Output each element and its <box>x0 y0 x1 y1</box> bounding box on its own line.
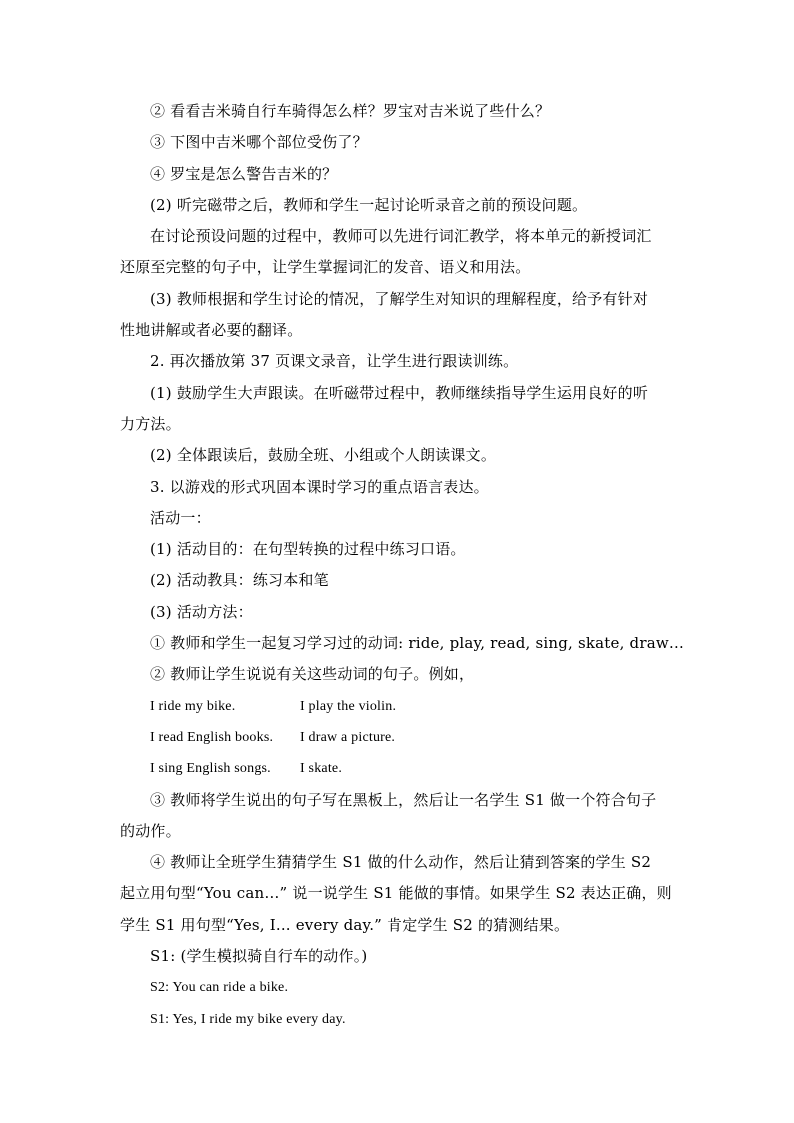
paragraph-line: (2) 活动教具：练习本和笔 <box>150 571 329 590</box>
paragraph-line: 力方法。 <box>120 414 181 433</box>
example-right: I play the violin. <box>300 698 397 714</box>
paragraph-line: 性地讲解或者必要的翻译。 <box>120 321 303 340</box>
paragraph-line: 的动作。 <box>120 821 181 840</box>
paragraph-line: 学生 S1 用句型“Yes, I... every day.” 肯定学生 S2 的猜测结果。 <box>120 915 570 934</box>
example-row <box>120 753 680 784</box>
document-body <box>120 96 685 1035</box>
paragraph-line: ② 教师让学生说说有关这些动词的句子。例如， <box>150 665 475 684</box>
paragraph-line: 活动一： <box>150 508 211 527</box>
paragraph-line: 3. 以游戏的形式巩固本课时学习的重点语言表达。 <box>150 477 489 496</box>
paragraph-line: (2) 听完磁带之后，教师和学生一起讨论听录音之前的预设问题。 <box>150 195 588 214</box>
paragraph-line: 起立用句型“You can…” 说一说学生 S1 能做的事情。如果学生 S2 表达正确，则 <box>120 884 672 903</box>
paragraph-line: ③ 教师将学生说出的句子写在黑板上，然后让一名学生 S1 做一个符合句子 <box>150 790 657 809</box>
example-row <box>120 691 680 722</box>
example-left: I sing English songs. <box>150 761 271 777</box>
paragraph-line: ① 教师和学生一起复习学习过的动词: ride, play, read, sing, skate, draw… <box>150 634 685 653</box>
dialogue-line: S1: (学生模拟骑自行车的动作。) <box>150 947 368 966</box>
example-row <box>120 722 680 753</box>
paragraph-line: 在讨论预设问题的过程中，教师可以先进行词汇教学，将本单元的新授词汇 <box>150 227 652 246</box>
paragraph-line: (3) 教师根据和学生讨论的情况，了解学生对知识的理解程度，给予有针对 <box>150 289 649 308</box>
paragraph-line: 还原至完整的句子中，让学生掌握词汇的发音、语义和用法。 <box>120 258 531 277</box>
paragraph-line: (3) 活动方法： <box>150 602 253 621</box>
paragraph-line: 2. 再次播放第 37 页课文录音，让学生进行跟读训练。 <box>150 352 519 371</box>
example-right: I skate. <box>300 761 343 777</box>
dialogue-line: S2: You can ride a bike. <box>150 980 289 996</box>
paragraph-line: ③ 下图中吉米哪个部位受伤了？ <box>150 133 368 152</box>
paragraph-line: ④ 罗宝是怎么警告吉米的？ <box>150 164 338 183</box>
paragraph-line: ② 看看吉米骑自行车骑得怎么样？罗宝对吉米说了些什么？ <box>150 102 551 120</box>
paragraph-line: (2) 全体跟读后，鼓励全班、小组或个人朗读课文。 <box>150 446 497 465</box>
paragraph-line: ④ 教师让全班学生猜猜学生 S1 做的什么动作，然后让猜到答案的学生 S2 <box>150 853 652 872</box>
example-right: I draw a picture. <box>300 729 396 745</box>
example-left: I read English books. <box>150 729 274 745</box>
paragraph-line: (1) 活动目的：在句型转换的过程中练习口语。 <box>150 540 466 559</box>
example-left: I ride my bike. <box>150 698 236 714</box>
paragraph-line: (1) 鼓励学生大声跟读。在听磁带过程中，教师继续指导学生运用良好的听 <box>150 383 649 402</box>
dialogue-line: S1: Yes, I ride my bike every day. <box>150 1011 346 1027</box>
